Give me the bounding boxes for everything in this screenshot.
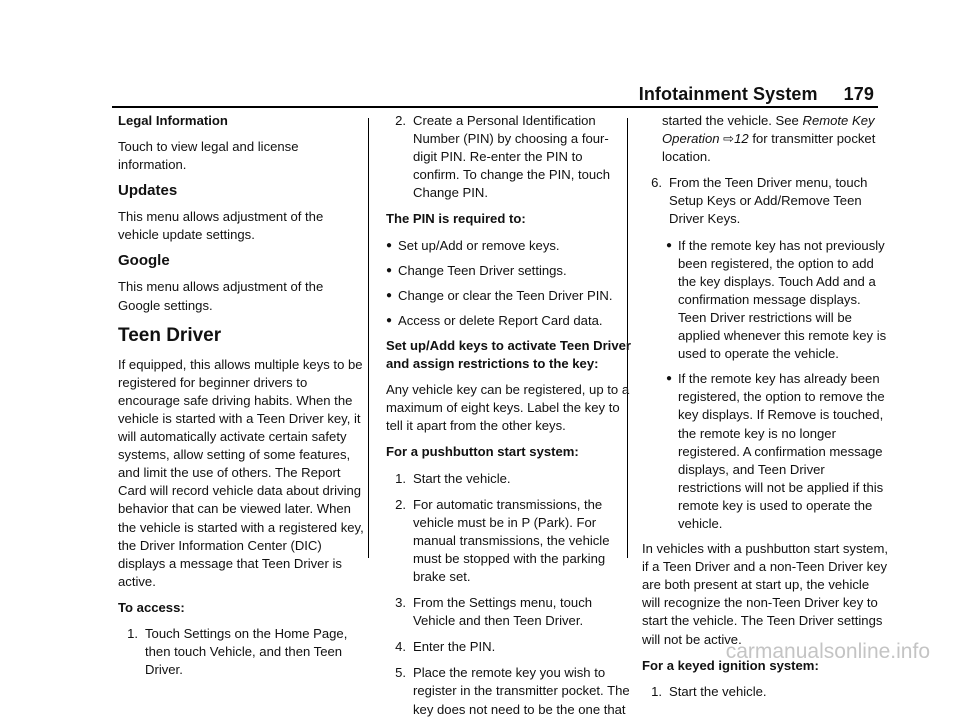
- step-number: 2.: [395, 113, 406, 128]
- column-2: [386, 112, 632, 727]
- setup-text: Any vehicle key can be registered, up to a maximum of eight keys. Label the key to tell it apart from the other keys.: [386, 382, 630, 434]
- bullet-text: Change Teen Driver settings.: [398, 262, 567, 278]
- access-step: [118, 625, 364, 679]
- bullet-text: Change or clear the Teen Driver PIN.: [398, 287, 613, 303]
- setup-heading: Set up/Add keys to activate Teen Driver and assign restrictions to the key:: [386, 337, 631, 372]
- page-ref[interactable]: 12: [734, 131, 749, 147]
- step-text: From the Teen Driver menu, touch Setup Keys or Add/Remove Teen Driver Keys.: [669, 175, 868, 227]
- section-title: Infotainment System: [638, 84, 818, 104]
- column-divider: [368, 118, 369, 558]
- google-heading: Google: [118, 252, 170, 270]
- bullet-icon: ●: [386, 289, 393, 301]
- step-text: Start the vehicle.: [413, 470, 511, 486]
- step-number: 1.: [395, 470, 406, 486]
- page-number: 179: [843, 84, 874, 104]
- watermark: carmanualsonline.info: [725, 640, 930, 663]
- bullet-icon: ●: [386, 239, 393, 251]
- list-item: [666, 237, 888, 364]
- list-item: [386, 262, 632, 280]
- list-item: [666, 370, 888, 533]
- step-text: From the Settings menu, touch Vehicle and then Teen Driver.: [413, 595, 593, 629]
- list-item: [386, 237, 632, 255]
- bullet-text: Access or delete Report Card data.: [398, 312, 603, 328]
- step-text: For automatic transmissions, the vehicle must be in P (Park). For manual transmissions, the vehicle must be stopped with the parking brake set.: [413, 496, 610, 584]
- legal-title: Legal Information: [118, 113, 228, 128]
- step-number: 5.: [395, 665, 406, 681]
- pushbutton-note: In vehicles with a pushbutton start system, if a Teen Driver and a non-Teen Driver key are both present at start up, the vehicle will recognize the non-Teen Driver key to start the vehicle. The Teen Driver settings will not be active.: [642, 541, 888, 647]
- bullet-icon: ●: [666, 239, 673, 251]
- bullet-text: Set up/Add or remove keys.: [398, 237, 560, 253]
- bullet-text: If the remote key has not previously been registered, the option to add the key displays. Touch Add and a confirmation message displays. Teen Driver restrictions will be applied whenever this remote key is used to operate the vehicle.: [678, 237, 887, 362]
- step-number: 4.: [395, 639, 406, 655]
- keyed-step: [642, 683, 888, 701]
- step-text: Create a Personal Identification Number (PIN) by choosing a four-digit PIN. Re-enter the PIN to confirm. To change the PIN, touch Change PIN.: [413, 113, 611, 201]
- pushbutton-step: [642, 174, 888, 228]
- access-heading: To access:: [118, 599, 185, 615]
- remote-key-link[interactable]: Remote Key Operation: [662, 113, 875, 147]
- pin-step: [386, 112, 632, 202]
- step-number: 1.: [127, 625, 138, 641]
- step-number: 2.: [395, 496, 406, 512]
- step-number: 1.: [651, 683, 662, 699]
- teen-driver-heading: Teen Driver: [118, 324, 222, 346]
- page-header: [639, 84, 874, 105]
- continuation-text: for transmitter pocket location.: [662, 131, 876, 165]
- header-rule: [112, 106, 878, 108]
- bullet-text: If the remote key has already been registered, the option to remove the key displays. If Remove is touched, the remote key is no longer registered. A confirmation message displays, and Teen Driver restrictions will not be applied if this remote key is used to operate the vehicle.: [678, 371, 885, 531]
- step-text: Place the remote key you wish to register in the transmitter pocket. The key does not need to be the one that: [413, 665, 630, 717]
- pushbutton-step: [386, 594, 632, 630]
- list-item: [386, 287, 632, 305]
- pushbutton-step: [386, 470, 632, 488]
- list-item: [386, 312, 632, 330]
- bullet-icon: ●: [386, 314, 393, 326]
- pushbutton-step: [386, 496, 632, 586]
- continuation-text: started the vehicle. See: [662, 113, 799, 128]
- step-text: Enter the PIN.: [413, 639, 496, 655]
- step-number: 3.: [395, 595, 406, 611]
- updates-text: This menu allows adjustment of the vehicle update settings.: [118, 209, 324, 243]
- pushbutton-step: [386, 638, 632, 656]
- pushbutton-step: [386, 664, 632, 718]
- google-text: This menu allows adjustment of the Google settings.: [118, 279, 324, 313]
- step-number: 6.: [651, 175, 662, 191]
- column-3: [642, 112, 888, 709]
- sub-bullets: [666, 237, 888, 534]
- legal-text: Touch to view legal and license information.: [118, 139, 299, 173]
- pin-required-heading: The PIN is required to:: [386, 211, 526, 227]
- pushbutton-heading: For a pushbutton start system:: [386, 444, 579, 460]
- step-text: Touch Settings on the Home Page, then touch Vehicle, and then Teen Driver.: [145, 625, 348, 678]
- teen-driver-text: If equipped, this allows multiple keys to be registered for beginner drivers to encourage safe driving habits. When the vehicle is started with a Teen Driver key, it will automatically activate certain safety systems, allow setting of some features, and limit the use of others. The Report Card will record vehicle data about driving behavior that can be viewed later. When the vehicle is started with a registered key, the Driver Information Center (DIC) displays a message that Teen Driver is active.: [118, 356, 364, 589]
- column-1: [118, 112, 364, 687]
- updates-heading: Updates: [118, 182, 178, 200]
- step-text: Start the vehicle.: [669, 683, 767, 699]
- step-continuation: [662, 112, 888, 166]
- keyed-heading: For a keyed ignition system:: [642, 657, 819, 673]
- bullet-icon: ●: [386, 264, 393, 276]
- page-ref-arrow-icon: ⇨: [723, 131, 735, 147]
- bullet-icon: ●: [666, 373, 673, 385]
